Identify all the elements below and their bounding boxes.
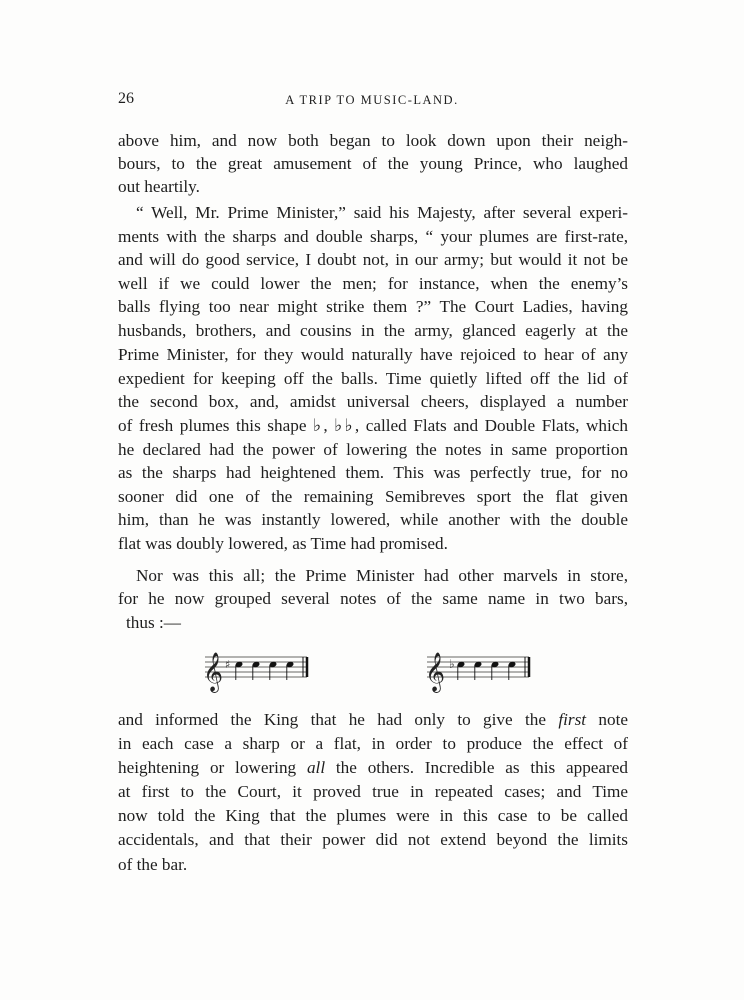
italic-word: all xyxy=(306,758,326,777)
text-line: ments with the sharps and double sharps, “ your plumes are first-rate, xyxy=(118,227,628,246)
treble-clef-icon: 𝄞 xyxy=(203,652,224,692)
music-example-sharp xyxy=(203,645,313,695)
text-line: out heartily. xyxy=(118,177,200,196)
text-span: in each case a sharp or a flat, in order to produce the effect of xyxy=(118,734,628,753)
text-line: flat was doubly lowered, as Time had promised. xyxy=(118,534,448,553)
text-span: now told the King that the plumes were in this case to be called xyxy=(118,806,628,825)
text-line: bours, to the great amusement of the young Prince, who laughed xyxy=(118,154,628,173)
running-title: A TRIP TO MUSIC-LAND. xyxy=(285,93,459,107)
text-line xyxy=(118,782,628,802)
text-line: expedient for keeping off the balls. Time quietly lifted off the lid of xyxy=(118,369,628,388)
text-line: him, than he was instantly lowered, while another with the double xyxy=(118,510,628,529)
text-line: above him, and now both began to look down upon their neigh- xyxy=(118,131,628,150)
text-line: he declared had the power of lowering the notes in same proportion xyxy=(118,440,628,459)
text-line xyxy=(118,855,628,875)
text-span: heightening or lowering xyxy=(118,758,307,777)
text-line: well if we could lower the men; for instance, when the enemy’s xyxy=(118,274,628,293)
page-number: 26 xyxy=(118,90,134,107)
treble-clef-icon: 𝄞 xyxy=(425,652,446,692)
text-span: and informed the King that he had only to give the xyxy=(118,710,559,729)
flat-icon: ♭ xyxy=(449,657,455,671)
text-span: accidentals, and that their power did not extend beyond the limits xyxy=(118,830,628,849)
text-span: at first to the Court, it proved true in repeated cases; and Time xyxy=(118,782,628,801)
text-line xyxy=(118,758,628,778)
text-line xyxy=(118,710,628,730)
text-line: thus :— xyxy=(126,613,181,632)
text-line: sooner did one of the remaining Semibreves sport the flat given xyxy=(118,487,628,506)
text-span: the others. Incredible as this appeared xyxy=(325,758,629,777)
text-line: balls flying too near might strike them ?” The Court Ladies, having xyxy=(118,297,628,316)
sharp-icon: ♯ xyxy=(225,658,231,671)
text-line: as the sharps had heightened them. This was perfectly true, for no xyxy=(118,463,628,482)
text-span: of the bar. xyxy=(118,855,188,874)
text-line xyxy=(118,830,628,850)
text-line xyxy=(118,734,628,754)
text-line: and will do good service, I doubt not, in our army; but would it not be xyxy=(118,250,628,269)
text-line: husbands, brothers, and cousins in the army, glanced eagerly at the xyxy=(118,321,628,340)
text-span: note xyxy=(586,710,628,729)
text-line: of fresh plumes this shape ♭, ♭♭, called Flats and Double Flats, which xyxy=(118,416,628,435)
music-example-flat xyxy=(425,645,535,695)
text-line: Nor was this all; the Prime Minister had other marvels in store, xyxy=(136,566,628,585)
text-line: for he now grouped several notes of the same name in two bars, xyxy=(118,589,628,608)
text-line: “ Well, Mr. Prime Minister,” said his Majesty, after several experi- xyxy=(136,203,628,222)
text-line: the second box, and, amidst universal cheers, displayed a number xyxy=(118,392,628,411)
italic-word: first xyxy=(558,710,587,729)
text-line: Prime Minister, for they would naturally have rejoiced to hear of any xyxy=(118,345,628,364)
text-line xyxy=(118,806,628,826)
